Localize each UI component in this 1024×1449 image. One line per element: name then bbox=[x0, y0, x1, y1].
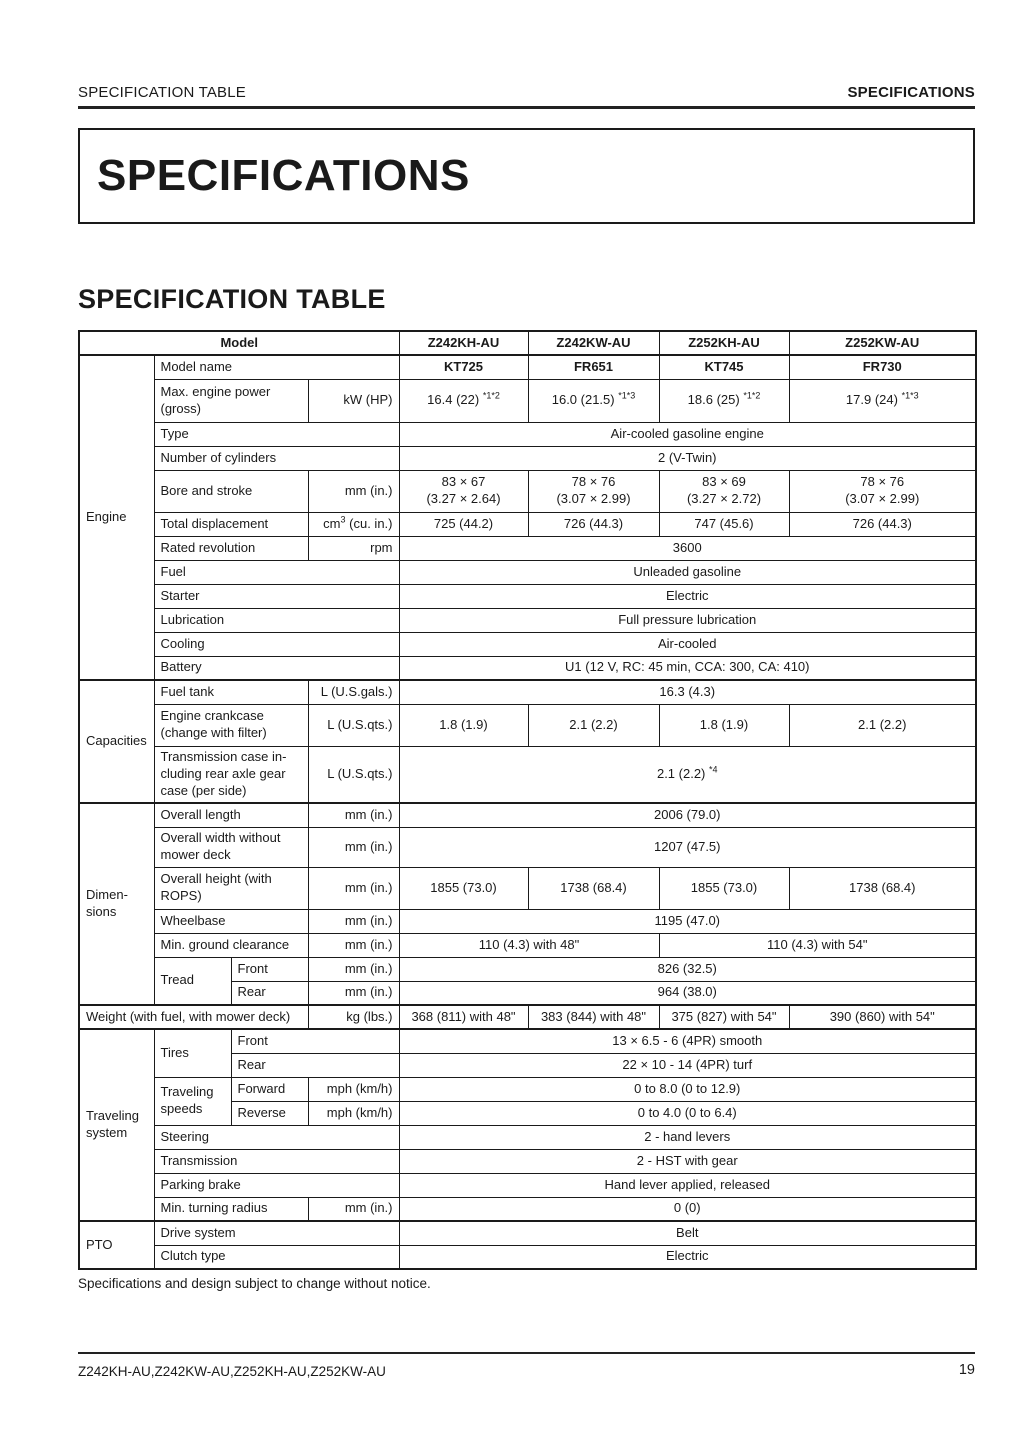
value-cell: Hand lever applied, released bbox=[399, 1173, 976, 1197]
table-row bbox=[79, 560, 976, 584]
row-label-cell: Overall length bbox=[154, 803, 308, 827]
row-label-cell: Parking brake bbox=[154, 1173, 399, 1197]
table-row bbox=[79, 422, 976, 446]
unit-cell: mm (in.) bbox=[308, 827, 399, 867]
unit-cell: mm (in.) bbox=[308, 470, 399, 512]
row-label-cell: Tires bbox=[154, 1029, 231, 1077]
table-row bbox=[79, 608, 976, 632]
table-row bbox=[79, 1077, 976, 1101]
header-rule bbox=[78, 106, 975, 109]
row-label-cell: Total displacement bbox=[154, 512, 308, 536]
unit-cell: L (U.S.qts.) bbox=[308, 746, 399, 803]
value-cell: 390 (860) with 54" bbox=[789, 1005, 976, 1029]
table-row bbox=[79, 584, 976, 608]
value-cell: Air-cooled bbox=[399, 632, 976, 656]
row-label-cell: Rear bbox=[231, 981, 308, 1005]
value-cell: KT745 bbox=[659, 355, 789, 379]
value-cell: 78 × 76 (3.07 × 2.99) bbox=[528, 470, 659, 512]
chapter-title: SPECIFICATIONS bbox=[97, 151, 470, 200]
value-cell: 383 (844) with 48" bbox=[528, 1005, 659, 1029]
value-cell: Full pressure lubrication bbox=[399, 608, 976, 632]
section-title: SPECIFICATION TABLE bbox=[78, 284, 386, 314]
value-cell: Z242KW-AU bbox=[528, 331, 659, 355]
row-label-cell: Forward bbox=[231, 1077, 308, 1101]
value-cell: 13 × 6.5 - 6 (4PR) smooth bbox=[399, 1029, 976, 1053]
unit-cell: mph (km/h) bbox=[308, 1077, 399, 1101]
value-cell: 22 × 10 - 14 (4PR) turf bbox=[399, 1053, 976, 1077]
value-cell: 1195 (47.0) bbox=[399, 909, 976, 933]
value-cell: 747 (45.6) bbox=[659, 512, 789, 536]
value-cell: 2 (V-Twin) bbox=[399, 446, 976, 470]
row-label-cell: Clutch type bbox=[154, 1245, 399, 1269]
row-label-cell: Tread bbox=[154, 957, 231, 1005]
value-cell: 83 × 67 (3.27 × 2.64) bbox=[399, 470, 528, 512]
table-row bbox=[79, 1005, 976, 1029]
value-cell: 16.3 (4.3) bbox=[399, 680, 976, 704]
value-cell: 18.6 (25) $^{*1*2}$ bbox=[659, 379, 789, 422]
value-cell: 2006 (79.0) bbox=[399, 803, 976, 827]
row-label-cell: Front bbox=[231, 1029, 399, 1053]
unit-cell: kW (HP) bbox=[308, 379, 399, 422]
value-cell: 2 - hand levers bbox=[399, 1125, 976, 1149]
row-label-cell: Rear bbox=[231, 1053, 399, 1077]
value-cell: 0 to 4.0 (0 to 6.4) bbox=[399, 1101, 976, 1125]
group-label-cell: PTO bbox=[79, 1221, 154, 1269]
value-cell: 110 (4.3) with 48" bbox=[399, 933, 659, 957]
table-row bbox=[79, 1245, 976, 1269]
value-cell: Unleaded gasoline bbox=[399, 560, 976, 584]
table-row bbox=[79, 632, 976, 656]
unit-cell: mm (in.) bbox=[308, 909, 399, 933]
unit-cell: mm (in.) bbox=[308, 981, 399, 1005]
row-label-cell: Transmission bbox=[154, 1149, 399, 1173]
value-cell: 1855 (73.0) bbox=[659, 867, 789, 909]
chapter-title-box bbox=[78, 128, 975, 224]
table-row bbox=[79, 704, 976, 746]
row-label-cell: Min. turning radius bbox=[154, 1197, 308, 1221]
unit-cell: kg (lbs.) bbox=[308, 1005, 399, 1029]
table-row bbox=[79, 355, 976, 379]
group-label-cell: Capacities bbox=[79, 680, 154, 803]
table-row bbox=[79, 933, 976, 957]
value-cell: FR730 bbox=[789, 355, 976, 379]
value-cell: 2.1 (2.2) bbox=[528, 704, 659, 746]
row-label-cell: Drive system bbox=[154, 1221, 399, 1245]
table-row bbox=[79, 470, 976, 512]
row-label-cell: Weight (with fuel, with mower deck) bbox=[79, 1005, 308, 1029]
value-cell: 826 (32.5) bbox=[399, 957, 976, 981]
row-label-cell: Overall width without mower deck bbox=[154, 827, 308, 867]
model-header-cell: Model bbox=[79, 331, 399, 355]
row-label-cell: Transmission case in- cluding rear axle gear case (per side) bbox=[154, 746, 308, 803]
running-header-right: SPECIFICATIONS bbox=[847, 84, 975, 101]
value-cell: 83 × 69 (3.27 × 2.72) bbox=[659, 470, 789, 512]
unit-cell: mph (km/h) bbox=[308, 1101, 399, 1125]
spec-table-body bbox=[79, 331, 976, 1269]
table-row bbox=[79, 1029, 976, 1053]
table-row bbox=[79, 803, 976, 827]
table-row bbox=[79, 446, 976, 470]
value-cell: 1.8 (1.9) bbox=[659, 704, 789, 746]
value-cell: 1.8 (1.9) bbox=[399, 704, 528, 746]
table-row bbox=[79, 827, 976, 867]
row-label-cell: Overall height (with ROPS) bbox=[154, 867, 308, 909]
row-label-cell: Wheelbase bbox=[154, 909, 308, 933]
value-cell: 725 (44.2) bbox=[399, 512, 528, 536]
value-cell: 1207 (47.5) bbox=[399, 827, 976, 867]
value-cell: 2 - HST with gear bbox=[399, 1149, 976, 1173]
value-cell: 17.9 (24) $^{*1*3}$ bbox=[789, 379, 976, 422]
table-row bbox=[79, 1197, 976, 1221]
value-cell: 1738 (68.4) bbox=[528, 867, 659, 909]
table-row bbox=[79, 1125, 976, 1149]
table-row bbox=[79, 680, 976, 704]
unit-cell: mm (in.) bbox=[308, 933, 399, 957]
value-cell: Electric bbox=[399, 584, 976, 608]
row-label-cell: Cooling bbox=[154, 632, 399, 656]
unit-cell: mm (in.) bbox=[308, 867, 399, 909]
footnote: Specifications and design subject to change without notice. bbox=[78, 1276, 431, 1291]
value-cell: 1738 (68.4) bbox=[789, 867, 976, 909]
unit-cell: L (U.S.qts.) bbox=[308, 704, 399, 746]
row-label-cell: Rated revolution bbox=[154, 536, 308, 560]
spec-table bbox=[78, 330, 977, 1270]
value-cell: 16.0 (21.5) $^{*1*3}$ bbox=[528, 379, 659, 422]
value-cell: 726 (44.3) bbox=[528, 512, 659, 536]
value-cell: 726 (44.3) bbox=[789, 512, 976, 536]
table-row bbox=[79, 867, 976, 909]
value-cell: Z252KW-AU bbox=[789, 331, 976, 355]
value-cell: 3600 bbox=[399, 536, 976, 560]
value-cell: Belt bbox=[399, 1221, 976, 1245]
table-row bbox=[79, 1173, 976, 1197]
value-cell: 2.1 (2.2) bbox=[789, 704, 976, 746]
table-row bbox=[79, 1221, 976, 1245]
value-cell: 110 (4.3) with 54" bbox=[659, 933, 976, 957]
row-label-cell: Reverse bbox=[231, 1101, 308, 1125]
value-cell: 1855 (73.0) bbox=[399, 867, 528, 909]
table-row bbox=[79, 909, 976, 933]
value-cell: U1 (12 V, RC: 45 min, CCA: 300, CA: 410) bbox=[399, 656, 976, 680]
row-label-cell: Battery bbox=[154, 656, 399, 680]
value-cell: Z242KH-AU bbox=[399, 331, 528, 355]
group-label-cell: Engine bbox=[79, 355, 154, 680]
unit-cell: mm (in.) bbox=[308, 803, 399, 827]
row-label-cell: Bore and stroke bbox=[154, 470, 308, 512]
row-label-cell: Fuel tank bbox=[154, 680, 308, 704]
value-cell: 16.4 (22) $^{*1*2}$ bbox=[399, 379, 528, 422]
value-cell: Air-cooled gasoline engine bbox=[399, 422, 976, 446]
value-cell: 0 to 8.0 (0 to 12.9) bbox=[399, 1077, 976, 1101]
row-label-cell: Model name bbox=[154, 355, 399, 379]
group-label-cell: Dimen- sions bbox=[79, 803, 154, 1005]
row-label-cell: Lubrication bbox=[154, 608, 399, 632]
value-cell: KT725 bbox=[399, 355, 528, 379]
table-row bbox=[79, 379, 976, 422]
table-row bbox=[79, 656, 976, 680]
unit-cell: mm (in.) bbox=[308, 1197, 399, 1221]
row-label-cell: Traveling speeds bbox=[154, 1077, 231, 1125]
row-label-cell: Type bbox=[154, 422, 399, 446]
value-cell: 964 (38.0) bbox=[399, 981, 976, 1005]
running-header-left: SPECIFICATION TABLE bbox=[78, 84, 247, 101]
value-cell: 375 (827) with 54" bbox=[659, 1005, 789, 1029]
row-label-cell: Steering bbox=[154, 1125, 399, 1149]
group-label-cell: Traveling system bbox=[79, 1029, 154, 1221]
row-label-cell: Min. ground clearance bbox=[154, 933, 308, 957]
unit-cell: $cm^3$ (cu. in.) bbox=[308, 512, 399, 536]
unit-cell: L (U.S.gals.) bbox=[308, 680, 399, 704]
row-label-cell: Max. engine power (gross) bbox=[154, 379, 308, 422]
table-row bbox=[79, 536, 976, 560]
table-row bbox=[79, 331, 976, 355]
table-row bbox=[79, 1149, 976, 1173]
value-cell: FR651 bbox=[528, 355, 659, 379]
row-label-cell: Engine crankcase (change with filter) bbox=[154, 704, 308, 746]
value-cell: 2.1 (2.2) $^{*4}$ bbox=[399, 746, 976, 803]
value-cell: 368 (811) with 48" bbox=[399, 1005, 528, 1029]
table-row bbox=[79, 512, 976, 536]
row-label-cell: Number of cylinders bbox=[154, 446, 399, 470]
unit-cell: mm (in.) bbox=[308, 957, 399, 981]
value-cell: 0 (0) bbox=[399, 1197, 976, 1221]
footer-model-list: Z242KH-AU,Z242KW-AU,Z252KH-AU,Z252KW-AU bbox=[78, 1364, 386, 1379]
table-row bbox=[79, 957, 976, 981]
footer-rule bbox=[78, 1352, 975, 1354]
row-label-cell: Fuel bbox=[154, 560, 399, 584]
value-cell: Z252KH-AU bbox=[659, 331, 789, 355]
value-cell: 78 × 76 (3.07 × 2.99) bbox=[789, 470, 976, 512]
row-label-cell: Front bbox=[231, 957, 308, 981]
row-label-cell: Starter bbox=[154, 584, 399, 608]
table-row bbox=[79, 746, 976, 803]
unit-cell: rpm bbox=[308, 536, 399, 560]
page-number: 19 bbox=[958, 1362, 975, 1378]
value-cell: Electric bbox=[399, 1245, 976, 1269]
